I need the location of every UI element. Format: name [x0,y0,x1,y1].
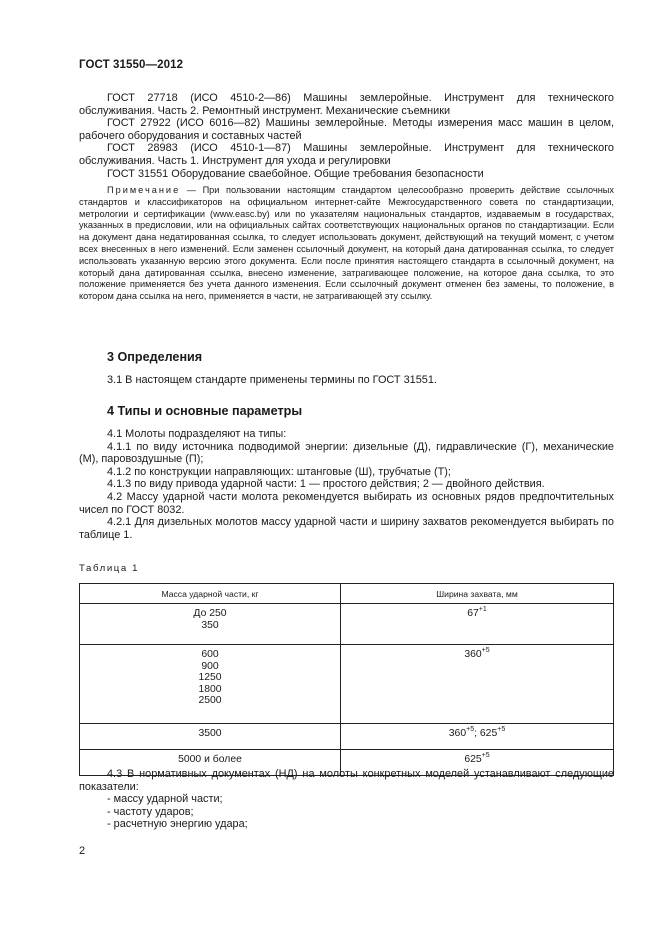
ref-item: ГОСТ 31551 Оборудование сваебойное. Общие требования безопасности [107,167,484,180]
note-text: — При пользовании настоящим стандартом целесообразно проверить действие ссылочных стандартов и классификаторов на официальном интернет-сайте Межгосударственного совета по стандартизации, метрологии и сертификации (www.easc.by) или по указателям национальных стандартов, издаваемым в государствах, указанных в предисловии, или на официальных сайтах соответствующих национальных органов по стандартизации. Если на документ дана недатированная ссылка, то следует использовать документ, действующий на текущий момент, с учетом всех внесенных в него изменений. Если заменен ссылочный документ, на который дана датированная ссылка, то следует использовать указанную версию этого документа. Если после принятия настоящего стандарта в ссылочный документ, на который дана датированная ссылка, внесено изменение, затрагивающее положение, на которое дана ссылка, то это положение применяется без учета данного изменения. Если ссылочный документ отменен без замены, то положение, в котором дана ссылка на него, применяется в части, не затрагивающей эту ссылку. [79,185,614,302]
column-header-mass: Масса ударной части, кг [80,584,341,604]
mass-value: До 250 [193,608,227,619]
tolerance: +1 [478,605,487,613]
references-list [79,92,614,180]
section-3-title: 3 Определения [107,350,203,364]
ref-item: ГОСТ 27718 (ИСО 4510-2—86) Машины землеройные. Инструмент для технического обслуживания. Часть 2. Ремонтный инструмент. Механические съемники [79,92,614,117]
paragraph: 4.1.1 по виду источника подводимой энергии: дизельные (Д), гидравлические (Г), механические (М), паровоздушные (П); [79,440,614,466]
paragraph: 4.2.1 Для дизельных молотов массу ударной части и ширину захватов рекомендуется выбирать по таблице 1. [79,516,614,541]
mass-cell [80,604,341,645]
tolerance: +5 [481,646,490,654]
mass-value: 2500 [198,695,222,707]
width-cell [341,604,614,645]
table-row [80,645,614,724]
section-4-body [79,428,614,541]
mass-value: 1800 [198,683,222,695]
mass-value: 5000 и более [178,754,242,765]
width-value: 67 [467,608,479,619]
width-cell [341,645,614,724]
note-block [79,185,614,303]
table-1 [79,583,614,776]
mass-value: 1250 [198,672,222,684]
paragraph: 4.1 Молоты подразделяют на типы: [107,428,287,440]
page-number: 2 [79,845,86,857]
note-label: Примечание [107,185,181,195]
table-header-row [80,584,614,604]
section-3-body [79,374,614,387]
paragraph: 4.3 В нормативных документах (НД) на молоты конкретных моделей устанавливают следующие показатели: [79,768,614,793]
mass-value: 900 [201,660,219,672]
width-value: ; 625 [474,728,498,739]
paragraph: 4.2 Массу ударной части молота рекомендуется выбирать из основных рядов предпочтительных чисел по ГОСТ 8032. [79,490,614,516]
note-paragraph [79,185,614,303]
mass-cell [80,645,341,724]
table-row [80,604,614,645]
tolerance: +5 [497,725,506,733]
paragraph: 3.1 В настоящем стандарте применены термины по ГОСТ 31551. [107,374,437,386]
table-row [80,724,614,750]
section-4-3-body [79,768,614,831]
width-cell [341,724,614,750]
list-item: - частоту ударов; [107,805,194,818]
list-item: - массу ударной части; [107,793,223,806]
width-value: 360 [448,728,467,739]
document-header: ГОСТ 31550—2012 [79,59,184,71]
mass-cell [80,724,341,750]
column-header-width: Ширина захвата, мм [341,584,614,604]
paragraph: 4.1.3 по виду привода ударной части: 1 — простого действия; 2 — двойного действия. [107,478,545,491]
ref-item: ГОСТ 28983 (ИСО 4510-1—87) Машины землеройные. Инструмент для технического обслуживания. Часть 1. Инструмент для ухода и регулировки [79,142,614,167]
section-4-title: 4 Типы и основные параметры [107,404,303,418]
tolerance: +5 [466,725,475,733]
paragraph: 4.1.2 по конструкции направляющих: штанговые (Ш), трубчатые (Т); [107,465,451,478]
mass-value: 600 [201,649,219,660]
tolerance: +5 [481,751,490,759]
width-value: 360 [464,649,482,660]
ref-item: ГОСТ 27922 (ИСО 6016—82) Машины землеройные. Методы измерения масс машин в целом, рабочего оборудования и составных частей [79,117,614,142]
table-caption: Таблица 1 [79,563,140,574]
width-value: 625 [464,754,482,765]
mass-value: 3500 [198,728,222,739]
list-item: - расчетную энергию удара; [107,818,248,831]
mass-value: 350 [201,619,219,631]
